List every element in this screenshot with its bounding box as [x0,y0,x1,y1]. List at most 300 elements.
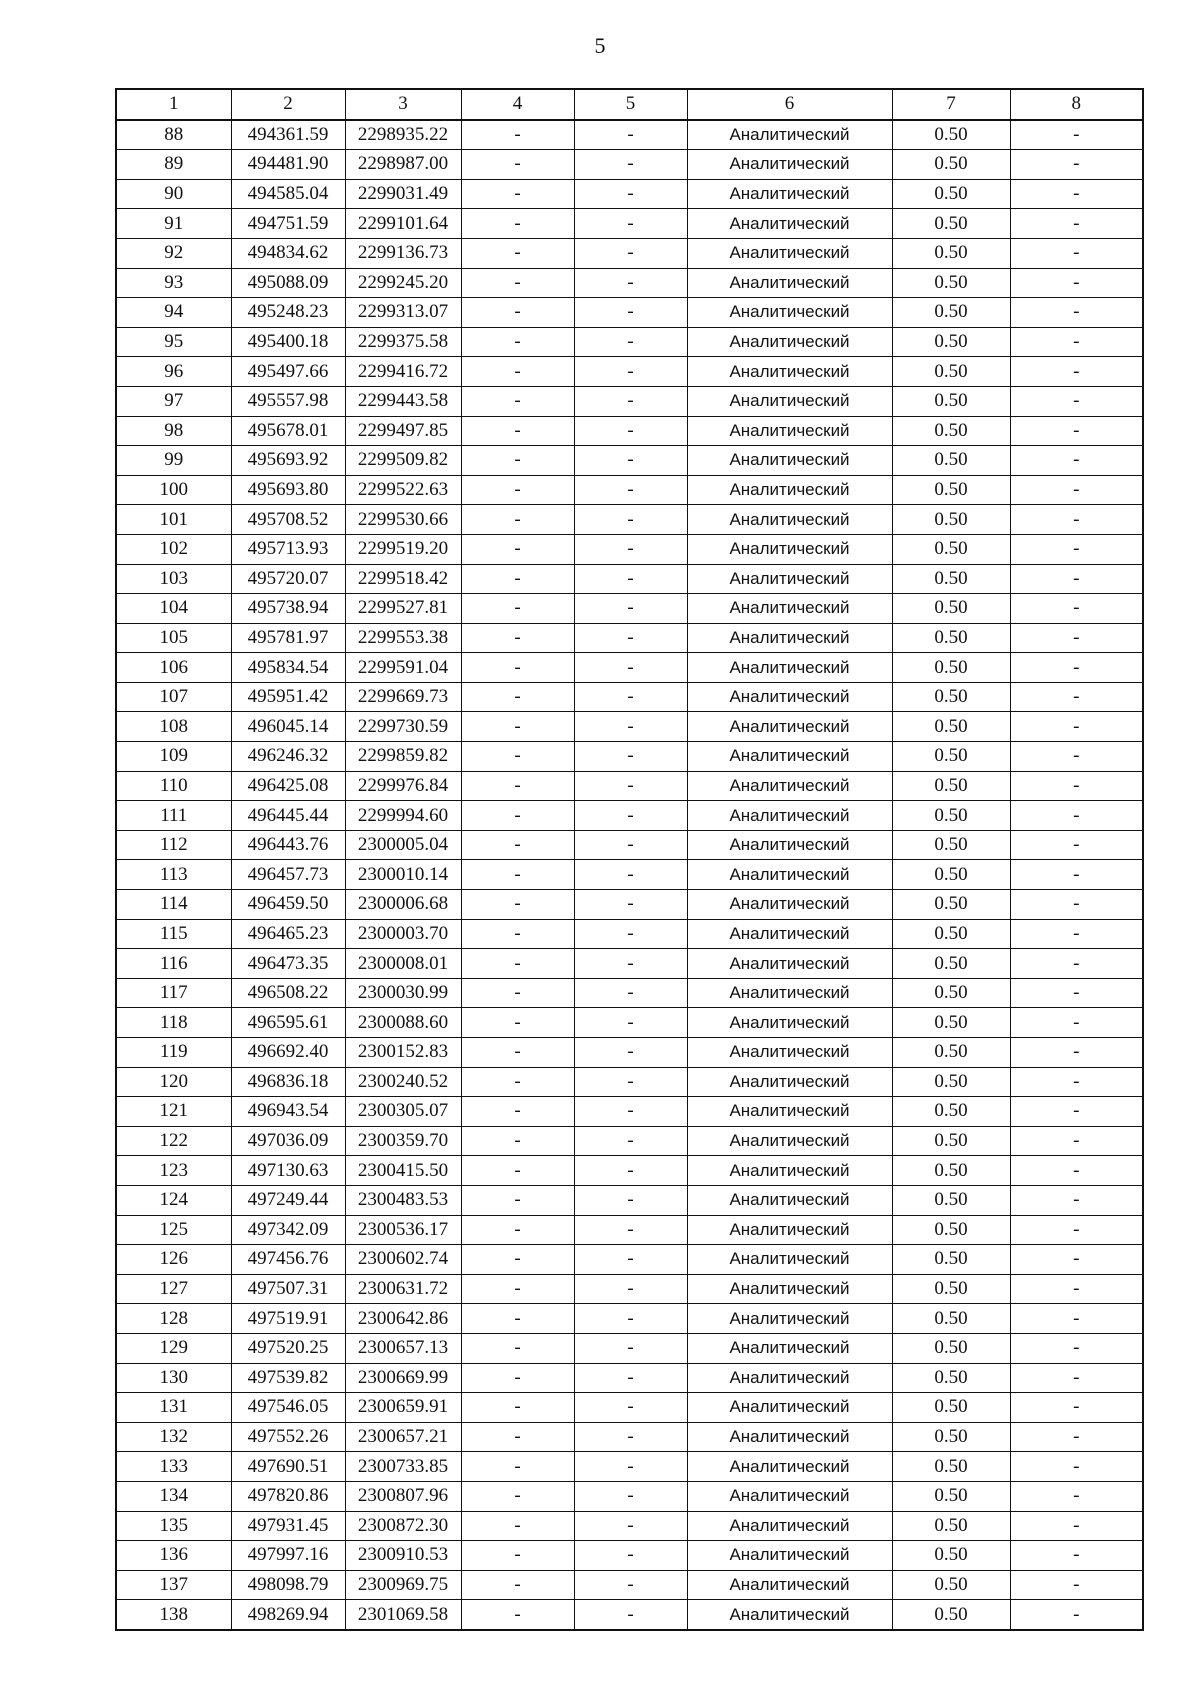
column-8-value: - [1010,505,1143,535]
coordinate-x: 496246.32 [231,742,345,772]
method: Аналитический [687,919,892,949]
column-8-value: - [1010,1422,1143,1452]
coordinate-y: 2300669.99 [345,1363,461,1393]
point-number: 108 [116,712,231,742]
accuracy: 0.50 [892,1363,1010,1393]
accuracy: 0.50 [892,327,1010,357]
accuracy: 0.50 [892,416,1010,446]
coordinate-x: 497249.44 [231,1185,345,1215]
table-row [116,1600,1143,1630]
column-8-value: - [1010,949,1143,979]
table-row [116,742,1143,772]
coordinate-x: 495678.01 [231,416,345,446]
column-8-value: - [1010,1452,1143,1482]
point-number: 138 [116,1600,231,1630]
table-row [116,1511,1143,1541]
column-4-value: - [461,357,574,387]
column-5-value: - [574,1481,687,1511]
column-4-value: - [461,1452,574,1482]
table-row [116,298,1143,328]
method: Аналитический [687,1481,892,1511]
point-number: 117 [116,978,231,1008]
column-8-value: - [1010,830,1143,860]
point-number: 123 [116,1156,231,1186]
coordinate-y: 2300152.83 [345,1038,461,1068]
column-8-value: - [1010,298,1143,328]
accuracy: 0.50 [892,1304,1010,1334]
column-4-value: - [461,978,574,1008]
point-number: 90 [116,179,231,209]
coordinate-y: 2300240.52 [345,1067,461,1097]
column-4-value: - [461,475,574,505]
column-5-value: - [574,742,687,772]
column-5-value: - [574,534,687,564]
coordinate-y: 2299730.59 [345,712,461,742]
coordinate-x: 498098.79 [231,1570,345,1600]
accuracy: 0.50 [892,505,1010,535]
column-header: 7 [892,89,1010,120]
column-8-value: - [1010,919,1143,949]
accuracy: 0.50 [892,594,1010,624]
accuracy: 0.50 [892,1452,1010,1482]
column-5-value: - [574,238,687,268]
column-8-value: - [1010,1541,1143,1571]
column-4-value: - [461,594,574,624]
coordinate-x: 497507.31 [231,1274,345,1304]
column-4-value: - [461,949,574,979]
point-number: 128 [116,1304,231,1334]
coordinate-y: 2300483.53 [345,1185,461,1215]
point-number: 88 [116,120,231,150]
point-number: 89 [116,150,231,180]
coordinate-x: 495088.09 [231,268,345,298]
coordinate-y: 2299416.72 [345,357,461,387]
coordinate-x: 495781.97 [231,623,345,653]
column-5-value: - [574,1452,687,1482]
table-row [116,1304,1143,1334]
column-4-value: - [461,327,574,357]
accuracy: 0.50 [892,386,1010,416]
coordinate-y: 2301069.58 [345,1600,461,1630]
point-number: 129 [116,1333,231,1363]
coordinate-x: 496459.50 [231,890,345,920]
accuracy: 0.50 [892,1008,1010,1038]
point-number: 100 [116,475,231,505]
method: Аналитический [687,1156,892,1186]
column-8-value: - [1010,771,1143,801]
accuracy: 0.50 [892,1333,1010,1363]
accuracy: 0.50 [892,1185,1010,1215]
table-row [116,1038,1143,1068]
coordinate-x: 496457.73 [231,860,345,890]
column-8-value: - [1010,1245,1143,1275]
column-8-value: - [1010,534,1143,564]
coordinate-x: 495834.54 [231,653,345,683]
coordinate-y: 2299518.42 [345,564,461,594]
point-number: 112 [116,830,231,860]
point-number: 94 [116,298,231,328]
table-row [116,712,1143,742]
coordinate-x: 497546.05 [231,1393,345,1423]
column-4-value: - [461,564,574,594]
point-number: 102 [116,534,231,564]
column-8-value: - [1010,327,1143,357]
coordinate-y: 2300415.50 [345,1156,461,1186]
method: Аналитический [687,268,892,298]
table-row [116,771,1143,801]
column-5-value: - [574,357,687,387]
coordinate-y: 2300807.96 [345,1481,461,1511]
column-8-value: - [1010,209,1143,239]
accuracy: 0.50 [892,1274,1010,1304]
column-4-value: - [461,1097,574,1127]
coordinate-y: 2299994.60 [345,801,461,831]
coordinate-x: 496836.18 [231,1067,345,1097]
column-header: 1 [116,89,231,120]
column-5-value: - [574,1541,687,1571]
column-4-value: - [461,209,574,239]
column-5-value: - [574,1393,687,1423]
point-number: 132 [116,1422,231,1452]
coordinate-y: 2299313.07 [345,298,461,328]
point-number: 126 [116,1245,231,1275]
point-number: 96 [116,357,231,387]
column-5-value: - [574,830,687,860]
coordinate-x: 495400.18 [231,327,345,357]
column-8-value: - [1010,890,1143,920]
column-5-value: - [574,1126,687,1156]
method: Аналитический [687,682,892,712]
column-header: 5 [574,89,687,120]
accuracy: 0.50 [892,1422,1010,1452]
coordinate-y: 2299509.82 [345,446,461,476]
table-row [116,1274,1143,1304]
column-8-value: - [1010,1185,1143,1215]
table-row [116,120,1143,150]
coordinate-y: 2300642.86 [345,1304,461,1334]
column-4-value: - [461,1600,574,1630]
point-number: 116 [116,949,231,979]
column-4-value: - [461,890,574,920]
column-8-value: - [1010,1333,1143,1363]
method: Аналитический [687,179,892,209]
coordinate-y: 2298987.00 [345,150,461,180]
accuracy: 0.50 [892,209,1010,239]
coordinate-x: 494361.59 [231,120,345,150]
column-4-value: - [461,1038,574,1068]
column-5-value: - [574,1304,687,1334]
column-5-value: - [574,298,687,328]
column-5-value: - [574,771,687,801]
method: Аналитический [687,564,892,594]
column-5-value: - [574,1570,687,1600]
column-4-value: - [461,682,574,712]
column-4-value: - [461,712,574,742]
column-5-value: - [574,890,687,920]
coordinate-x: 495248.23 [231,298,345,328]
table-row [116,1333,1143,1363]
column-5-value: - [574,1245,687,1275]
table-row [116,179,1143,209]
coordinate-y: 2299031.49 [345,179,461,209]
column-8-value: - [1010,742,1143,772]
coordinate-x: 495713.93 [231,534,345,564]
column-5-value: - [574,1156,687,1186]
accuracy: 0.50 [892,890,1010,920]
column-4-value: - [461,653,574,683]
column-8-value: - [1010,801,1143,831]
coordinate-y: 2300010.14 [345,860,461,890]
column-4-value: - [461,1215,574,1245]
point-number: 110 [116,771,231,801]
column-4-value: - [461,505,574,535]
column-4-value: - [461,416,574,446]
column-5-value: - [574,1511,687,1541]
accuracy: 0.50 [892,1215,1010,1245]
coordinate-x: 495720.07 [231,564,345,594]
accuracy: 0.50 [892,919,1010,949]
point-number: 133 [116,1452,231,1482]
column-8-value: - [1010,238,1143,268]
method: Аналитический [687,150,892,180]
point-number: 98 [116,416,231,446]
column-8-value: - [1010,475,1143,505]
column-8-value: - [1010,594,1143,624]
column-8-value: - [1010,682,1143,712]
method: Аналитический [687,298,892,328]
coordinate-x: 496045.14 [231,712,345,742]
coordinate-x: 496443.76 [231,830,345,860]
coordinate-x: 497997.16 [231,1541,345,1571]
column-8-value: - [1010,860,1143,890]
point-number: 106 [116,653,231,683]
column-8-value: - [1010,1067,1143,1097]
table-row [116,890,1143,920]
column-8-value: - [1010,1126,1143,1156]
method: Аналитический [687,1452,892,1482]
column-5-value: - [574,653,687,683]
method: Аналитический [687,475,892,505]
accuracy: 0.50 [892,564,1010,594]
column-5-value: - [574,712,687,742]
column-4-value: - [461,742,574,772]
column-5-value: - [574,179,687,209]
coordinate-x: 497036.09 [231,1126,345,1156]
column-5-value: - [574,268,687,298]
point-number: 109 [116,742,231,772]
coordinate-y: 2299375.58 [345,327,461,357]
coordinate-x: 497342.09 [231,1215,345,1245]
column-8-value: - [1010,712,1143,742]
column-5-value: - [574,1038,687,1068]
method: Аналитический [687,830,892,860]
column-8-value: - [1010,1038,1143,1068]
table-row [116,949,1143,979]
column-5-value: - [574,1215,687,1245]
method: Аналитический [687,1245,892,1275]
table-row [116,1126,1143,1156]
table-row [116,1215,1143,1245]
table-row [116,416,1143,446]
column-5-value: - [574,564,687,594]
accuracy: 0.50 [892,1570,1010,1600]
method: Аналитический [687,1570,892,1600]
column-4-value: - [461,1422,574,1452]
accuracy: 0.50 [892,1156,1010,1186]
table-body [116,120,1143,1630]
coordinate-y: 2299519.20 [345,534,461,564]
column-8-value: - [1010,120,1143,150]
table-header-row [116,89,1143,120]
column-5-value: - [574,416,687,446]
point-number: 97 [116,386,231,416]
table-row [116,1363,1143,1393]
table-row [116,978,1143,1008]
table-row [116,1008,1143,1038]
column-8-value: - [1010,653,1143,683]
table-row [116,1422,1143,1452]
coordinate-y: 2300005.04 [345,830,461,860]
column-4-value: - [461,860,574,890]
method: Аналитический [687,1511,892,1541]
coordinate-y: 2300088.60 [345,1008,461,1038]
coordinate-y: 2299527.81 [345,594,461,624]
accuracy: 0.50 [892,682,1010,712]
point-number: 93 [116,268,231,298]
column-8-value: - [1010,1393,1143,1423]
coordinate-y: 2299101.64 [345,209,461,239]
method: Аналитический [687,949,892,979]
method: Аналитический [687,771,892,801]
method: Аналитический [687,327,892,357]
point-number: 137 [116,1570,231,1600]
coordinate-y: 2300003.70 [345,919,461,949]
method: Аналитический [687,1097,892,1127]
coordinate-x: 497931.45 [231,1511,345,1541]
column-8-value: - [1010,416,1143,446]
column-8-value: - [1010,1274,1143,1304]
coordinates-table [115,88,1144,1631]
column-4-value: - [461,1126,574,1156]
point-number: 105 [116,623,231,653]
coordinate-y: 2300359.70 [345,1126,461,1156]
coordinate-x: 495497.66 [231,357,345,387]
coordinate-x: 497519.91 [231,1304,345,1334]
point-number: 124 [116,1185,231,1215]
column-4-value: - [461,1481,574,1511]
method: Аналитический [687,1541,892,1571]
column-5-value: - [574,1185,687,1215]
column-5-value: - [574,978,687,1008]
method: Аналитический [687,1185,892,1215]
table-row [116,1067,1143,1097]
table-row [116,1452,1143,1482]
table-row [116,860,1143,890]
accuracy: 0.50 [892,238,1010,268]
column-5-value: - [574,919,687,949]
coordinate-y: 2299976.84 [345,771,461,801]
coordinate-y: 2299522.63 [345,475,461,505]
accuracy: 0.50 [892,1393,1010,1423]
table-row [116,327,1143,357]
method: Аналитический [687,978,892,1008]
accuracy: 0.50 [892,1511,1010,1541]
accuracy: 0.50 [892,179,1010,209]
coordinate-x: 495708.52 [231,505,345,535]
column-8-value: - [1010,1600,1143,1630]
column-4-value: - [461,1333,574,1363]
table-row [116,268,1143,298]
column-5-value: - [574,386,687,416]
column-8-value: - [1010,150,1143,180]
coordinate-x: 496445.44 [231,801,345,831]
coordinate-x: 497130.63 [231,1156,345,1186]
accuracy: 0.50 [892,801,1010,831]
column-4-value: - [461,1570,574,1600]
coordinate-x: 494585.04 [231,179,345,209]
table-row [116,386,1143,416]
point-number: 91 [116,209,231,239]
point-number: 111 [116,801,231,831]
point-number: 95 [116,327,231,357]
column-4-value: - [461,771,574,801]
column-8-value: - [1010,446,1143,476]
coordinate-x: 497552.26 [231,1422,345,1452]
coordinate-x: 495693.92 [231,446,345,476]
table-row [116,1156,1143,1186]
column-header: 4 [461,89,574,120]
accuracy: 0.50 [892,771,1010,801]
point-number: 135 [116,1511,231,1541]
column-4-value: - [461,1245,574,1275]
column-4-value: - [461,1363,574,1393]
column-4-value: - [461,238,574,268]
method: Аналитический [687,1304,892,1334]
accuracy: 0.50 [892,1245,1010,1275]
column-4-value: - [461,150,574,180]
column-5-value: - [574,594,687,624]
table-row [116,209,1143,239]
column-4-value: - [461,1067,574,1097]
accuracy: 0.50 [892,623,1010,653]
accuracy: 0.50 [892,268,1010,298]
table-row [116,505,1143,535]
coordinate-y: 2299497.85 [345,416,461,446]
column-4-value: - [461,1511,574,1541]
accuracy: 0.50 [892,830,1010,860]
coordinate-y: 2300631.72 [345,1274,461,1304]
accuracy: 0.50 [892,712,1010,742]
method: Аналитический [687,1422,892,1452]
column-4-value: - [461,1156,574,1186]
coordinate-y: 2300659.91 [345,1393,461,1423]
column-5-value: - [574,1274,687,1304]
method: Аналитический [687,209,892,239]
coordinate-x: 496473.35 [231,949,345,979]
method: Аналитический [687,505,892,535]
column-8-value: - [1010,268,1143,298]
accuracy: 0.50 [892,1541,1010,1571]
column-5-value: - [574,1333,687,1363]
point-number: 127 [116,1274,231,1304]
coordinate-x: 497520.25 [231,1333,345,1363]
column-4-value: - [461,1541,574,1571]
method: Аналитический [687,623,892,653]
accuracy: 0.50 [892,1600,1010,1630]
accuracy: 0.50 [892,1038,1010,1068]
point-number: 107 [116,682,231,712]
column-4-value: - [461,830,574,860]
